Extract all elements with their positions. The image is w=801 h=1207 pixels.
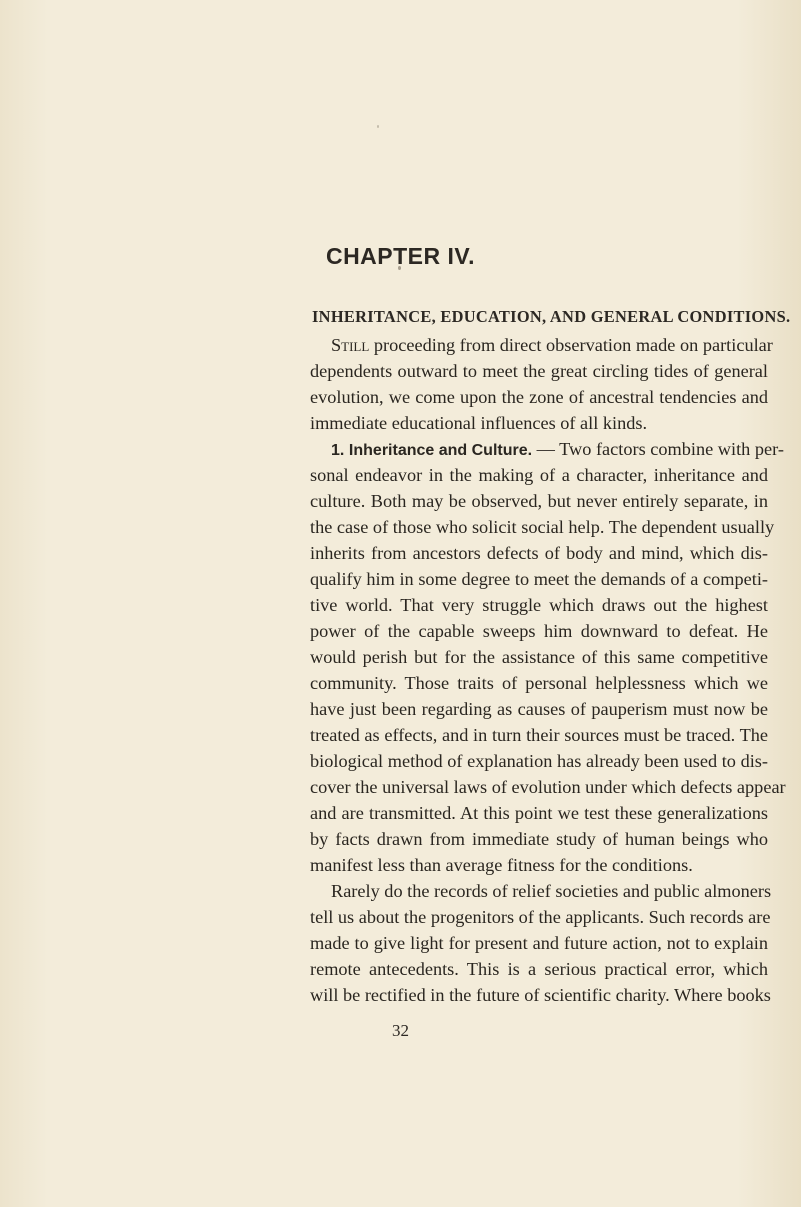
text-line: by facts drawn from immediate study of human beings who [310, 829, 768, 849]
text-line: tell us about the progenitors of the applicants. Such records are [310, 907, 771, 927]
text-line: Still proceeding from direct observation made on particular [331, 335, 773, 355]
drop-word: Still [331, 335, 370, 355]
chapter-subtitle: INHERITANCE, EDUCATION, AND GENERAL CONDITIONS. [312, 307, 791, 326]
text-line: inherits from ancestors defects of body and mind, which dis- [310, 543, 768, 563]
text-line: 1. Inheritance and Culture. — Two factors combine with per- [331, 439, 784, 459]
section-number: 1. [331, 442, 345, 459]
text-line: community. Those traits of personal helplessness which we [310, 673, 768, 693]
text-line: power of the capable sweeps him downward to defeat. He [310, 621, 768, 641]
text-line: qualify him in some degree to meet the demands of a competi- [310, 569, 768, 589]
text-line: have just been regarding as causes of pauperism must now be [310, 699, 768, 719]
page-number: 32 [392, 1021, 409, 1040]
text-line: dependents outward to meet the great circling tides of general [310, 361, 768, 381]
text-line: and are transmitted. At this point we test these generalizations [310, 803, 768, 823]
text-line: cover the universal laws of evolution under which defects appear [310, 777, 786, 797]
text-line: evolution, we come upon the zone of ancestral tendencies and [310, 387, 768, 407]
chapter-title: CHAPTER IV. [325, 243, 476, 269]
text-line: Rarely do the records of relief societies and public almoners [331, 881, 772, 901]
text-line: made to give light for present and future action, not to explain [310, 933, 768, 953]
text-line: biological method of explanation has already been used to dis- [310, 751, 768, 771]
text-line: manifest less than average fitness for the conditions. [310, 855, 693, 875]
text-line: treated as effects, and in turn their sources must be traced. The [310, 725, 768, 745]
text-line: immediate educational influences of all kinds. [310, 413, 648, 433]
text-line: culture. Both may be observed, but never entirely separate, in [310, 491, 768, 511]
ink-speck [377, 125, 379, 128]
text-line: tive world. That very struggle which draws out the highest [310, 595, 768, 615]
text-line: the case of those who solicit social help. The dependent usually [310, 517, 775, 537]
text-line: would perish but for the assistance of this same competitive [310, 647, 768, 667]
section-heading: Inheritance and Culture. [348, 442, 533, 459]
text-line: remote antecedents. This is a serious practical error, which [310, 959, 768, 979]
text-line: sonal endeavor in the making of a character, inheritance and [310, 465, 768, 485]
text-line: will be rectified in the future of scientific charity. Where books [310, 985, 771, 1005]
